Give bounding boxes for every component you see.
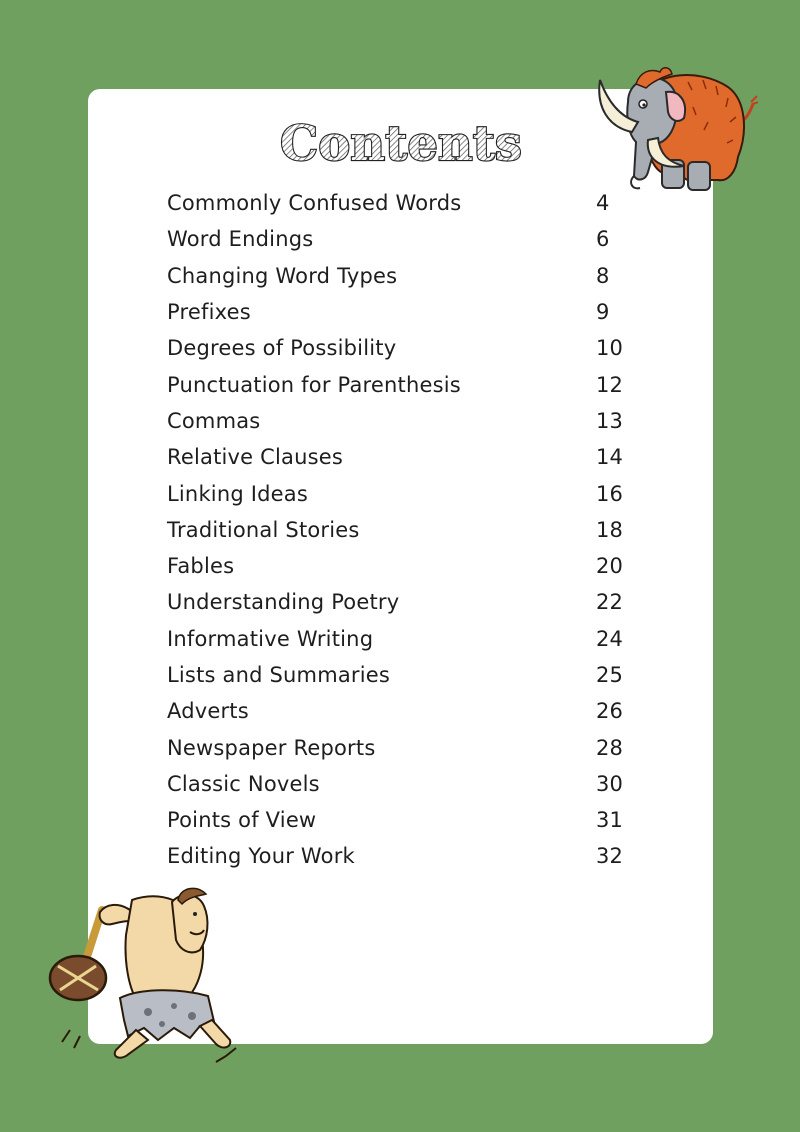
toc-entry[interactable] <box>167 621 632 657</box>
toc-entry[interactable] <box>167 584 632 620</box>
toc-entry-page: 6 <box>596 227 610 252</box>
toc-entry-title: Fables <box>167 554 235 579</box>
toc-entry-title: Changing Word Types <box>167 263 398 288</box>
toc-entry[interactable] <box>167 403 632 439</box>
toc-entry-page: 4 <box>596 191 610 216</box>
toc-entry-title: Relative Clauses <box>167 445 344 470</box>
toc-entry[interactable] <box>167 294 632 330</box>
caveman-illustration <box>40 880 240 1065</box>
toc-entry-page: 10 <box>596 336 624 361</box>
toc-entry-title: Points of View <box>167 808 317 833</box>
toc-entry[interactable] <box>167 330 632 366</box>
toc-entry[interactable] <box>167 439 632 475</box>
toc-entry-title: Punctuation for Parenthesis <box>167 372 461 397</box>
toc-entry-title: Degrees of Possibility <box>167 336 397 361</box>
mammoth-leg <box>688 162 710 190</box>
toc-entry-title: Informative Writing <box>167 626 374 651</box>
toc-entry[interactable] <box>167 693 632 729</box>
toc-entry-title: Classic Novels <box>167 771 320 796</box>
toc-entry-page: 24 <box>596 626 624 651</box>
toc-entry[interactable] <box>167 512 632 548</box>
toc-entry[interactable] <box>167 838 632 874</box>
toc-entry-page: 31 <box>596 808 624 833</box>
toc-entry-title: Lists and Summaries <box>167 663 391 687</box>
toc-entry-page: 32 <box>596 844 624 869</box>
toc-entry[interactable] <box>167 729 632 765</box>
toc-entry-page: 16 <box>596 481 624 506</box>
toc-entry-title: Newspaper Reports <box>167 735 376 760</box>
toc-entry-title: Linking Ideas <box>167 481 309 506</box>
toc-entry-page: 25 <box>596 663 624 687</box>
toc-entry[interactable] <box>167 185 632 221</box>
page-title-text: Contents <box>279 116 522 172</box>
toc-entry-title: Editing Your Work <box>167 844 355 869</box>
toc-entry-page: 9 <box>596 300 610 325</box>
toc-entry[interactable] <box>167 548 632 584</box>
toc-entry-page: 26 <box>596 699 624 724</box>
contents-list <box>167 185 632 875</box>
toc-entry[interactable] <box>167 258 632 294</box>
toc-entry-title: Traditional Stories <box>167 517 360 542</box>
toc-entry-title: Commas <box>167 408 261 433</box>
caveman-eye <box>193 912 197 916</box>
toc-entry[interactable] <box>167 475 632 511</box>
toc-entry[interactable] <box>167 366 632 402</box>
toc-entry[interactable] <box>167 221 632 257</box>
toc-entry-title: Commonly Confused Words <box>167 191 462 216</box>
toc-entry-title: Prefixes <box>167 300 251 325</box>
caveman-head <box>172 895 207 952</box>
mammoth-illustration <box>588 62 758 197</box>
toc-entry-title: Understanding Poetry <box>167 590 400 615</box>
toc-entry-page: 12 <box>596 372 624 397</box>
toc-entry-title: Adverts <box>167 699 249 724</box>
toc-entry-page: 22 <box>596 590 624 615</box>
toc-entry-page: 13 <box>596 408 624 433</box>
toc-entry-page: 20 <box>596 554 624 579</box>
toc-entry[interactable] <box>167 802 632 838</box>
toc-entry-page: 8 <box>596 263 610 288</box>
toc-entry-page: 14 <box>596 445 624 470</box>
toc-entry[interactable] <box>167 657 632 693</box>
toc-entry[interactable] <box>167 766 632 802</box>
toc-entry-title: Word Endings <box>167 227 314 252</box>
toc-entry-page: 28 <box>596 735 624 760</box>
toc-entry-page: 18 <box>596 517 624 542</box>
toc-entry-page: 30 <box>596 771 624 796</box>
